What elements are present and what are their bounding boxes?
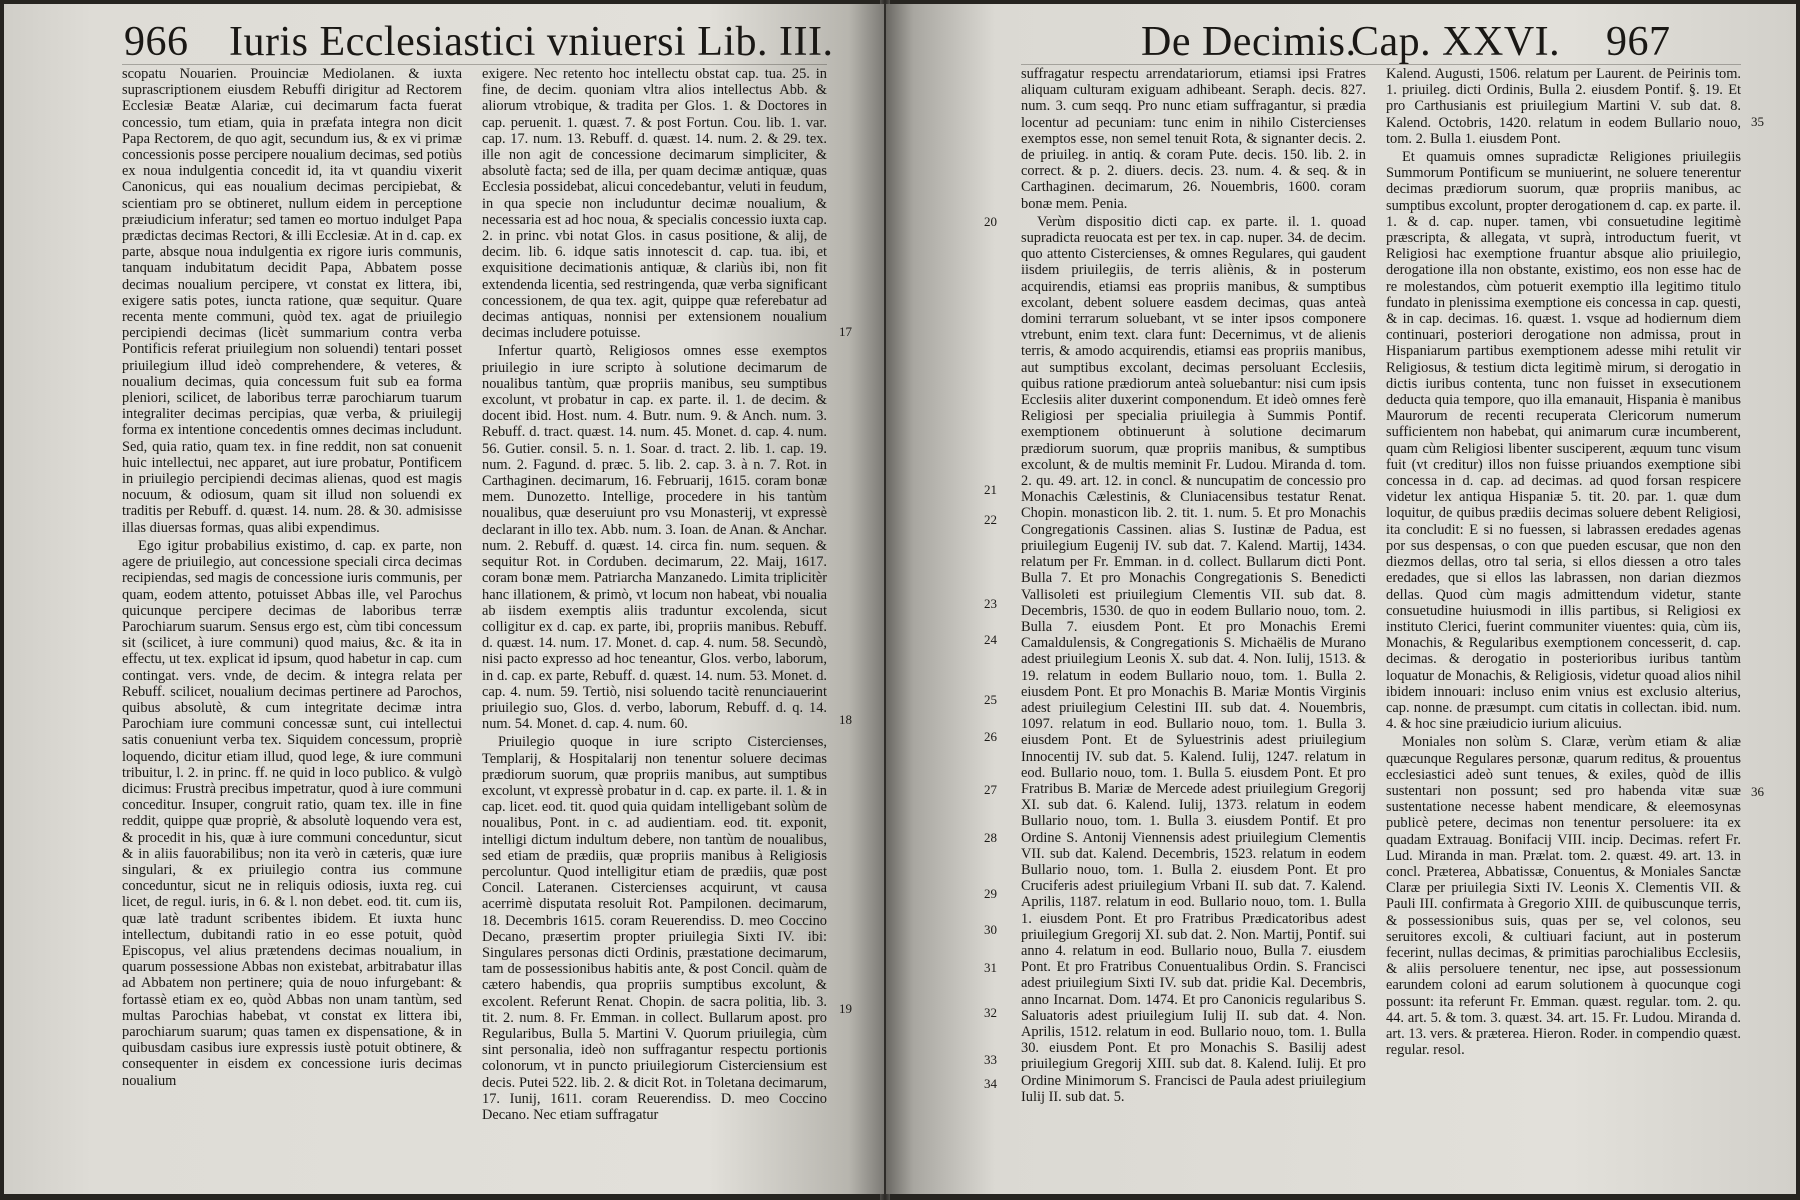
margin-number: 36 — [1751, 784, 1764, 799]
margin-number: 31 — [984, 960, 997, 975]
margin-number: 32 — [984, 1005, 997, 1020]
paragraph: Infertur quartò, Religiosos omnes esse exemptos priuilegio in iure scripto à solutione decimarum de noualibus tantùm, quæ propriis manibus, seu sumptibus excolunt, vt probatur in cap. ex parte. il. 1. de decim. & docent ibid. Host. num. 4. Butr. num. 9. & Anch. num. 3. Rebuff. d. tract. quæst. 14. num. 45. Monet. d. cap. 4. num. 56. Gutier. consil. 5. n. 1. Soar. d. tract. 2. lib. 1. cap. 19. num. 2. Fagund. d. præc. 5. lib. 2. cap. 3. à n. 7. Rot. in Carthaginen. decimarum, 16. Februarij, 1615. coram bonæ mem. Dunozetto. Intellige, procedere in his tantùm noualibus, quæ deseruiunt pro vsu Monasterij, vt expressè declarant in illo tex. Abb. num. 3. Ioan. de Anan. & Anchar. num. 2. Rebuff. d. quæst. 14. circa fin. num. sequen. & sequitur Rot. in Corduben. decimarum, 22. Maij, 1617. coram bonæ mem. Patriarcha Manzanedo. Limita triplicitèr hanc illationem, & primò, vt locum non habeat, vbi noualia ab iisdem exemptis aliis traduntur excolenda, sicut colligitur ex d. cap. ex parte, ibi, propriis manibus. Rebuff. d. quæst. 14. num. 17. Monet. d. cap. 4. num. 58. Secundò, nisi pacto expresso ad hoc teneantur, Glos. verbo, laborum, in d. cap. ex parte, Rebuff. d. quæst. 14. num. 53. Monet. d. cap. 4. num. 59. Tertiò, nisi soluendo tacitè renunciauerint priuilegio suo, Glos. d. verbo, laborum, Rebuff. d. q. 14. num. 54. Monet. d. cap. 4. num. 60. — [482, 343, 827, 733]
margin-number: 24 — [984, 632, 997, 647]
margin-number: 23 — [984, 596, 997, 611]
paragraph: Ego igitur probabilius existimo, d. cap. ex parte, non agere de priuilegio, aut concessione speciali circa decimas recipiendas, sed magis de concessione iuris communis, per quam, eodem attento, potuisset Abbas ille, vel Parochus quicunque percipere decimas de laboribus terræ Parochiarum suarum. Sensus ergo est, cùm tibi concessum sit (scilicet, à iure communi) quod maius, &c. & ita in effectu, ut tex. explicat id ipsum, quod habetur in cap. cum contingat. vers. vnde, de decim. & integra relata per Rebuff. scilicet, noualium decimas pertinere ad Parochos, quibus absolutè, & cum integritate decimæ intra Parochiam iure communi concessæ sunt, cui intellectui satis conueniunt verba tex. Siquidem concessum, propriè loquendo, dicitur etiam illud, quod lege, & iure communi tribuitur, l. 2. in princ. ff. ne quid in loco publico. & vulgò dicimus: Frustrà precibus impetratur, quod à iure communi conceditur. Insuper, congruit ratio, quam tex. ille in fine reddit, quippe quæ propriè, & absolutè loquendo vera est, & procedit in his, quæ à iure communi conceduntur, sicut & in aliis fauorabilibus; non ita verò in cæteris, quæ iure singulari, & ex priuilegio contra ius commune conceduntur, sicut ne in reliquis odiosis, iuxta reg. cui licet, de regul. iuris, in 6. & l. non debet. eod. tit. cum iis, quæ latè tradunt scribentes ibidem. Et iuxta hunc intellectum, dubitandi ratio in eo esse potuit, quòd Episcopus, vel alius prætendens decimas noualium, in quarum possessione Abbas non existebat, arbitrabatur illas ad Abbatem non pertinere; quia de nouo infurgebant: & fortassè etiam ex eo, quòd Abbas non unam tantùm, sed multas Parochias habebat, vt constat ex littera ibi, parochiarum suarum; quas tamen ex dispensatione, & in quibusdam casibus iure expressis iustè potuit obtinere, & consequenter in eisdem ex concessione iuris decimas noualium — [122, 537, 462, 1089]
right-column-1 — [1021, 66, 1366, 1186]
margin-number: 21 — [984, 482, 997, 497]
paragraph: Et quamuis omnes supradictæ Religiones priuilegiis Summorum Pontificum se muniuerint, ne soluere tenerentur decimas prædiorum suorum, quæ propriis manibus, ac sumptibus excolunt, propter derogationem d. cap. ex parte. il. 1. & d. cap. nuper. tamen, vbi consuetudine legitimè præscripta, & allegata, vt suprà, introductum fuerit, vt Religiosi hac exemptione fruantur absque alio priuilegio, derogatione illa non obstante, existimo, eos non esse hac de re molestandos, cùm potuerit exemptio illa legitimo titulo fundato in plenissima exemptione eis concessa in cap. questi, & in cap. decimas. 16. quæst. 1. vsque ad hodiernum diem continuari, posteriori derogatione non admissa, prout in Hispaniarum partibus exemptionem adesse mihi retulit vir Religiosus, & testium dicta legitimè mirum, si derogatio in dictis iuribus contenta, tunc non fuisset in exsecutionem deducta quia tempore, quo illa emanauit, Hispania è manibus Maurorum de recenti recuperata Clericorum numerum sufficientem non habebat, qui animarum curæ incumberent, quam cùm Religiosi libenter susciperent, æquum tunc visum fuit (vt creditur) illos non fuisse priuandos exemptione sibi concessa in d. cap. ad decimas. ad quod forsan respicere videtur lex antiqua Hispaniæ 5. tit. 20. par. 1. quæ dum loquitur, de quibus prædiis decimas soluere debent Religiosi, ita concludit: E si no fuessen, si labrassen eredades agenas por sus despensas, o con que pueden escusar, que non den diezmos dellas, otro tal seria, si ellos diessen a otro tales eredades, que si ellos las labrassen, non darian diezmos dellas. Quod cùm magis admittendum videtur, stante consuetudine huiusmodi in illis partibus, si Religiosi ex instituto Clerici, fuerint communiter viuentes: quia, cùm iis, Monachis, & Regularibus exemptionem concesserit, d. cap. decimas. & derogatio in posterioribus iuribus tantùm loquatur de Monachis, & Religiosis, videtur quoad alios nihil ibidem innouari: incluso enim vnius est exclusio alterius, cap. nonne. de præsumpt. cum citatis in collectan. ibid. num. 4. & hoc sine præiudicio iurium alicuius. — [1386, 149, 1741, 733]
left-page — [4, 4, 884, 1194]
paragraph: scopatu Nouarien. Prouinciæ Mediolanen. & iuxta suprascriptionem eiusdem Rebuffi dirigitur ad Rectorem Ecclesiæ Beatæ Alariæ, cui decimarum facta fuerat concessio, tum etiam, quia in præfata integra non dicit Papa Rectorem, de quo agit, secundum ius, & ex vi primæ concessionis posse percipere noualium decimas, sed potiùs ex noua indulgentia concedit id, ita vt quandiu vixerit Canonicus, qui eas noualium decimas percipiebat, & scientiam pro se obtineret, nullum eidem in perceptione præiudicium inferatur; sed tamen eo mortuo indulget Papa prædictas decimas Rectori, & illi Ecclesiæ. At in d. cap. ex parte, absque noua indulgentia ex rigore iuris communis, tanquam indubitatum decidit Papa, Abbatem posse decimas noualium percipere, vt constat ex littera, ibi, exigere satis potes, iuncta ratione, quæ sequitur. Quare recenta mente communi, quòd tex. agat de priuilegio percipiendi decimas (licèt summarium contra verba Pontificis referat priuilegium non soluendi) tentari posset priuilegium illud ideò comprehendere, & veteres, & noualium decimas, quia concessum fuit sub ea forma pleniori, scilicet, de laboribus terræ parochiarum tuarum integraliter decimas percipias, quæ verba, & priuilegij forma ex intentione concedentis omnes decimas includunt. Sed, quia ratio, quam tex. in fine reddit, non sat conuenit huic intellectui, nec apparet, aut iure probatur, Pontificem in priuilegio percipiendi decimas alienas, quod est magis nocuum, & odiosum, quam sit illud non soluendi ex traditis per Rebuff. d. quæst. 14. num. 28. & 30. admisisse illas diuersas formas, quas alibi expendimus. — [122, 66, 462, 536]
right-page — [886, 4, 1796, 1194]
paragraph: Kalend. Augusti, 1506. relatum per Laurent. de Peirinis tom. 1. priuileg. dicti Ordinis, Bulla 2. eiusdem Pontif. §. 19. Et pro Carthusianis est priuilegium Martini V. sub dat. 8. Kalend. Octobris, 1420. relatum in eodem Bullario nouo, tom. 2. Bulla 1. eiusdem Pont. — [1386, 66, 1741, 147]
paragraph: exigere. Nec retento hoc intellectu obstat cap. tua. 25. in fine, de decim. quoniam vltra alios intellectus Abb. & aliorum vtrobique, & tradita per Glos. 1. & Doctores in cap. peruenit. 1. quæst. 7. & post Fortun. Cou. lib. 1. var. cap. 17. num. 13. Rebuff. d. quæst. 14. num. 2. & 29. tex. ille non agit de concessione decimarum simpliciter, & absolutè facta; sed de illa, per quam decimæ antiquæ, quas Ecclesia possidebat, alicui concedebantur, veluti in feudum, in qua specie non includuntur decimæ noualium, & necessaria est ad hoc noua, & specialis concessio iuxta cap. 2. in princ. vbi notat Glos. in casus positione, & alij, de decim. lib. 6. idque satis innotescit d. cap. tua. ibi, et exquisitione decimationis antiquæ, & clariùs ibi, non fit extendenda licentia, sed restringenda, quæ verba significant concessionem, de qua tex. agit, quippe quæ referebatur ad decimas antiquas, nonnisi per extensionem noualium decimas includere potuisse. — [482, 66, 827, 342]
page-number-left: 966 — [124, 19, 189, 65]
paragraph: Moniales non solùm S. Claræ, verùm etiam & aliæ quæcunque Regulares personæ, quarum reditus, & prouentus ecclesiastici adeò sunt tenues, & exiles, quòd de illis sustentari non possunt; sed pro habenda vitæ suæ sustentatione necesse habent mendicare, & eleemosynas publicè petere, decimas non tenentur persoluere: ita ex quadam Extrauag. Bonifacij VIII. incip. Decimas. refert Fr. Lud. Miranda in man. Prælat. tom. 2. quæst. 49. art. 13. in concl. Præterea, Abbatissæ, Conuentus, & Moniales Sanctæ Claræ per priuilegia Sixti IV. Leonis X. Clementis VII. & Pauli III. confirmata à Gregorio XIII. de quibuscunque terris, & possessionibus suis, quas per se, vel colonos, seu seruitores excoli, & cultiuari faciunt, aut in posterum fecerint, nullas decimas, & primitias parochialibus Ecclesiis, & aliis persoluere tenentur, nec ipse, aut possessionum earundem coloni ad earum solutionem à quocunque cogi possunt: ita referunt Fr. Emman. quæst. regular. tom. 2. qu. 44. art. 5. & tom. 3. quæst. 34. art. 15. Fr. Ludou. Miranda d. art. 13. vers. & præterea. Hieron. Roder. in compendio quæst. regular. resol. — [1386, 734, 1741, 1059]
margin-number: 29 — [984, 886, 997, 901]
paragraph: Verùm dispositio dicti cap. ex parte. il. 1. quoad supradicta reuocata est per tex. in cap. nuper. 34. de decim. quo attento Cistercienses, & omnes Regulares, qui gaudent iisdem priuilegiis, de terris aliènis, & in posterum acquirendis, etiamsi eas propriis manibus, & sumptibus excolant, debent soluere easdem decimas, quas anteà domini terrarum soluebant, vt se inter ipsos componere vtrebunt, enim text. clara funt: Decernimus, vt de alienis terris, & amodo acquirendis, etiamsi eas propriis manibus, aut sumptibus excolant, decimas persoluant Ecclesiis, quibus ratione prædiorum anteà soluebantur: nisi cum ipsis Ecclesiis aliter duxerint componendum. Et ideò omnes ferè Religiosi per specialia priuilegia à Summis Pontif. exemptionem obtinuerunt à solutione decimarum prædiorum suorum, quæ propriis manibus, & sumptibus excolunt, & de multis meminit Fr. Ludou. Miranda d. tom. 2. qu. 49. art. 12. in concl. & nuncupatim de concessio pro Monachis Cælestinis, & Cluniacensibus testatur Renat. Chopin. monasticon lib. 2. tit. 1. num. 5. Et pro Monachis Congregationis Cassinen. alias S. Iustinæ de Padua, est priuilegium Eugenij IV. sub dat. 7. Kalend. Martij, 1434. relatum per Fr. Emman. in d. collect. Bullarum dicti Pont. Bulla 7. Et pro Monachis Congregationis S. Benedicti Vallisoleti est priuilegium Clementis VII. sub dat. 8. Decembris, 1530. de quo in eodem Bullario nouo, tom. 2. Bulla 7. eiusdem Pont. Et pro Monachis Eremi Camaldulensis, & Congregationis S. Michaëlis de Murano adest priuilegium Leonis X. sub dat. 4. Non. Iulij, 1513. & 19. relatum in eodem Bullario nouo, tom. 1. Bulla 2. eiusdem Pont. Et pro Monachis B. Mariæ Montis Virginis adest priuilegium Celestini III. sub dat. 4. Nouembris, 1097. relatum in eod. Bullario nouo, tom. 1. Bulla 3. eiusdem Pont. Et de Syluestrinis adest priuilegium Innocentij IV. sub dat. 5. Kalend. Iulij, 1247. relatum in eod. Bullario nouo, tom. 1. Bulla 5. eiusdem Pont. Et pro Fratribus B. Mariæ de Mercede adest priuilegium Gregorij XI. sub dat. 6. Kalend. Iulij, 1373. relatum in eodem Bullario nouo, tom. 1. Bulla 3. eiusdem Pontif. Et pro Ordine S. Antonij Viennensis adest priuilegium Clementis VII. sub dat. Kalend. Decembris, 1523. relatum in eodem Bullario nouo, tom. 1. Bulla 2. eiusdem Pont. Et pro Cruciferis adest priuilegium Vrbani II. sub dat. 7. Kalend. Aprilis, 1187. relatum in eod. Bullario nouo, tom. 1. Bulla 1. eiusdem Pont. Et pro Fratribus Prædicatoribus adest priuilegium Gregorij XI. sub dat. 2. Non. Martij, Pontif. sui anno 4. relatum in eod. Bullario nouo, Bulla 7. eiusdem Pont. Et pro Fratribus Conuentualibus Ordin. S. Francisci adest priuilegium Sixti IV. sub dat. pridie Kal. Decembris, anno Incarnat. Dom. 1474. Et pro Canonicis regularibus S. Saluatoris adest priuilegium Iulij II. sub dat. 4. Non. Aprilis, 1512. relatum in eod. Bullario nouo, tom. 1. Bulla 30. eiusdem Pont. Et pro Monachis S. Basilij adest priuilegium Gregorij XIII. sub dat. 8. Kalend. Iulij. Et pro Ordine Minimorum S. Francisci de Paula adest priuilegium Iulij II. sub dat. 5. — [1021, 213, 1366, 1105]
running-title-left: Iuris Ecclesiastici vniuersi Lib. III. — [229, 19, 834, 65]
margin-number: 28 — [984, 830, 997, 845]
margin-number: 25 — [984, 692, 997, 707]
margin-number: 18 — [839, 712, 852, 727]
margin-number: 22 — [984, 512, 997, 527]
left-column-1 — [122, 66, 462, 1186]
header-rule-left — [122, 64, 827, 65]
paragraph: suffragatur respectu arrendatariorum, etiamsi ipsi Fratres aliquam culturam exiguam adhibeant. Seraph. decis. 827. num. 3. cum seqq. Pro nunc etiam suffragantur, si prædia locentur ad pecuniam: tunc enim in nihilo Cistercienses exemptos esse, non semel tenuit Rota, & signanter decis. 2. de priuileg. in antiq. & coram Pute. decis. 150. lib. 2. in correct. & p. 2. diuers. decis. 23. num. 4. & seq. & in Carthaginen. decimarum, 26. Nouembris, 1600. coram bonæ mem. Penia. — [1021, 66, 1366, 212]
margin-number: 20 — [984, 214, 997, 229]
margin-number: 19 — [839, 1001, 852, 1016]
margin-number: 27 — [984, 782, 997, 797]
margin-number: 33 — [984, 1052, 997, 1067]
header-rule-right — [1021, 64, 1741, 65]
chapter-heading: Cap. XXVI. — [1351, 19, 1561, 65]
left-column-2 — [482, 66, 827, 1186]
margin-number: 34 — [984, 1076, 997, 1091]
page-number-right: 967 — [1606, 19, 1671, 65]
running-title-right: De Decimis. — [1141, 19, 1357, 65]
right-column-2 — [1386, 66, 1741, 1186]
margin-number: 35 — [1751, 114, 1764, 129]
paragraph: Priuilegio quoque in iure scripto Cistercienses, Templarij, & Hospitalarij non tenentur soluere decimas prædiorum suorum, quæ propriis manibus, aut sumptibus excolunt, vt expressè probatur in d. cap. ex parte. il. 1. & in cap. licet. eod. tit. quod quia quidam intelligebant solùm de noualibus, Pont. in c. ad audientiam. eod. tit. exponit, intelligi dictum indultum debere, non tantùm de noualibus, sed etiam de prædiis, quæ propriis manibus à Religiosis percoluntur. Quod intelligitur etiam de prædiis, quæ post Concil. Lateranen. Cistercienses acquirunt, vt causa acerrimè disputata resoluit Rot. Pampilonen. decimarum, 18. Decembris 1615. coram Reuerendiss. D. meo Coccino Decano, præsertim propter priuilegia Sixti IV. ibi: Singulares personas dicti Ordinis, præstatione decimarum, tam de possessionibus habitis ante, & post Concil. quàm de cætero habendis, qua propriis sumptibus excolunt, & excolent. Referunt Renat. Chopin. de sacra politia, lib. 3. tit. 2. num. 8. Fr. Emman. in collect. Bullarum apost. pro Regularibus, Bulla 5. Martini V. Quorum priuilegia, cùm sint personalia, ideò non suffragantur respectu portionis colonorum, vt in puncto priuilegiorum Cisterciensium est decis. Putei 522. lib. 2. & dicit Rot. in Toletana decimarum, 17. Iunij, 1611. coram Reuerendiss. D. meo Coccino Decano. Nec etiam suffragatur — [482, 734, 827, 1123]
margin-number: 17 — [839, 324, 852, 339]
margin-number: 30 — [984, 922, 997, 937]
margin-number: 26 — [984, 729, 997, 744]
